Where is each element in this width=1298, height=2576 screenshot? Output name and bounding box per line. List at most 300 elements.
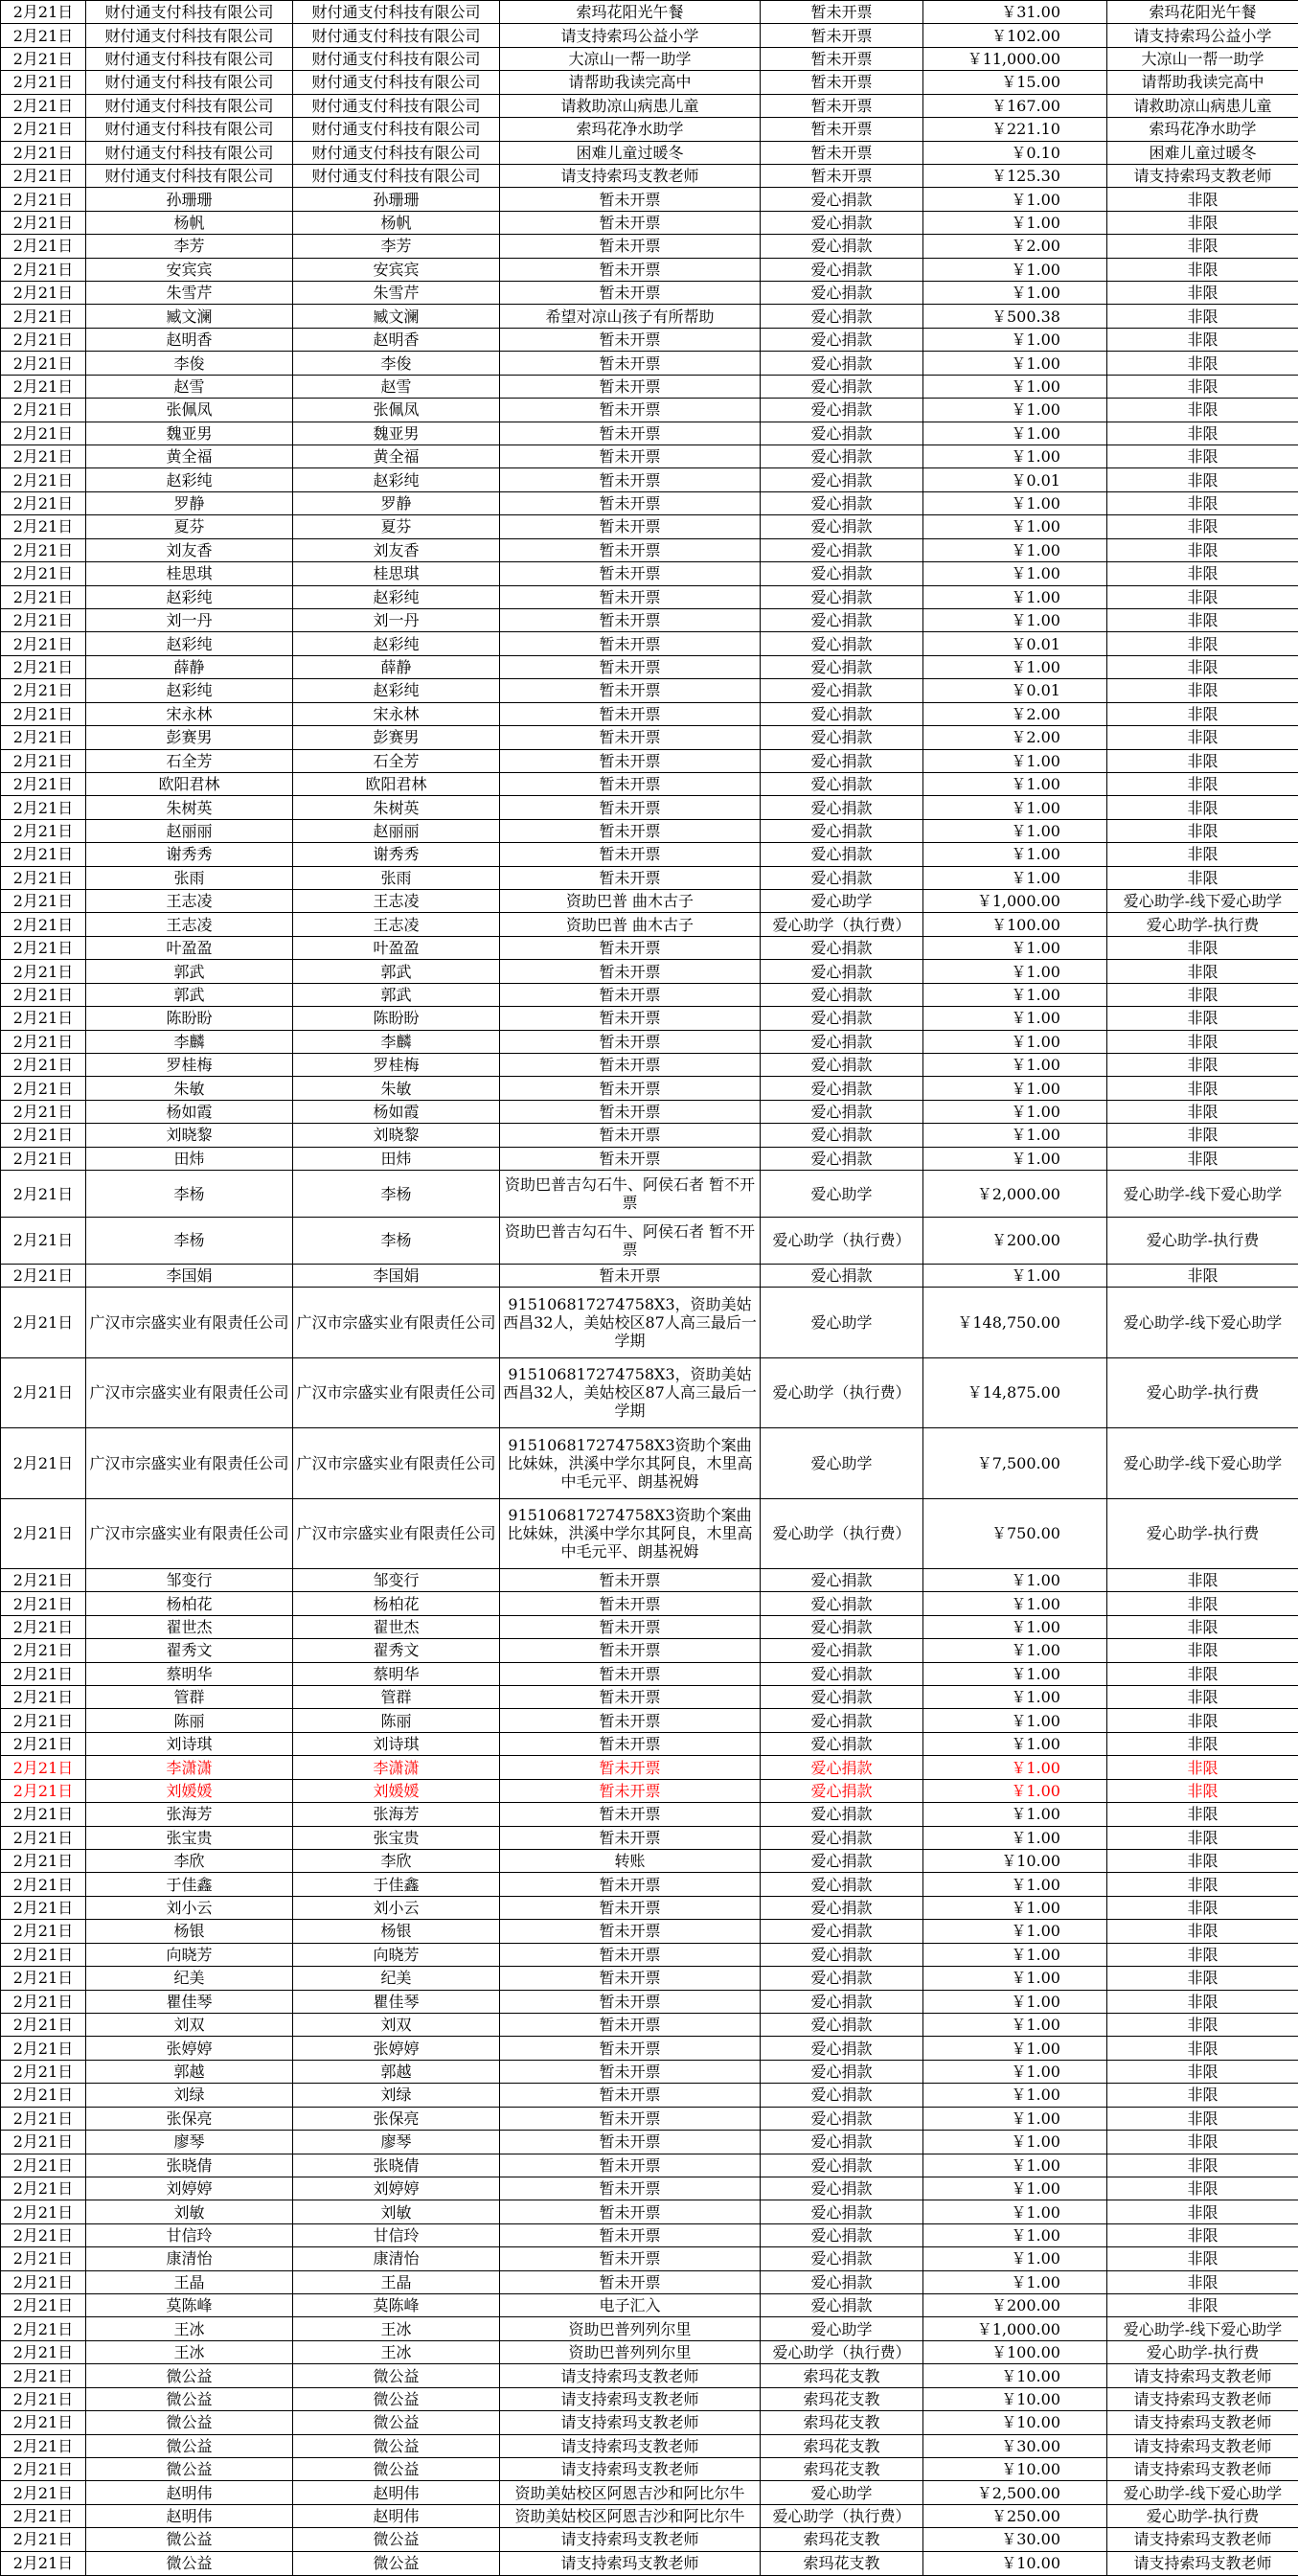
amount-cell: ￥1.00	[923, 843, 1107, 866]
note-cell: 暂未开票	[500, 983, 761, 1006]
note-cell: 暂未开票	[500, 2107, 761, 2130]
category-cell: 索玛花支教	[761, 2411, 923, 2434]
note-cell: 暂未开票	[500, 1077, 761, 1100]
payer-cell: 财付通支付科技有限公司	[293, 47, 500, 70]
note-cell: 暂未开票	[500, 1990, 761, 2013]
note-cell: 资助巴普列列尔里	[500, 2317, 761, 2340]
category-cell: 爱心捐款	[761, 562, 923, 585]
donor-cell: 于佳鑫	[86, 1873, 293, 1896]
payer-cell: 石全芳	[293, 749, 500, 772]
purpose-cell: 请支持索玛支教老师	[1107, 2411, 1298, 2434]
payer-cell: 微公益	[293, 2434, 500, 2457]
payer-cell: 刘敏	[293, 2200, 500, 2223]
category-cell: 爱心捐款	[761, 1779, 923, 1802]
donor-cell: 王志凌	[86, 913, 293, 936]
date-cell: 2月21日	[1, 749, 86, 772]
note-cell: 暂未开票	[500, 1615, 761, 1638]
payer-cell: 刘晓黎	[293, 1124, 500, 1147]
donor-cell: 李麟	[86, 1030, 293, 1053]
amount-cell: ￥1.00	[923, 960, 1107, 983]
donor-cell: 向晓芳	[86, 1943, 293, 1966]
purpose-cell: 非限	[1107, 843, 1298, 866]
purpose-cell: 非限	[1107, 328, 1298, 351]
donor-cell: 赵明香	[86, 328, 293, 351]
donor-cell: 张晓倩	[86, 2154, 293, 2177]
date-cell: 2月21日	[1, 2504, 86, 2527]
note-cell: 暂未开票	[500, 2223, 761, 2246]
amount-cell: ￥1.00	[923, 328, 1107, 351]
date-cell: 2月21日	[1, 1662, 86, 1685]
date-cell: 2月21日	[1, 913, 86, 936]
payer-cell: 李杨	[293, 1217, 500, 1264]
category-cell: 爱心捐款	[761, 1615, 923, 1638]
table-row	[1, 1779, 1298, 1802]
date-cell: 2月21日	[1, 960, 86, 983]
note-cell: 请支持索玛支教老师	[500, 2457, 761, 2480]
date-cell: 2月21日	[1, 866, 86, 889]
payer-cell: 陈丽	[293, 1709, 500, 1732]
note-cell: 暂未开票	[500, 772, 761, 795]
donor-cell: 刘一丹	[86, 608, 293, 631]
payer-cell: 广汉市宗盛实业有限责任公司	[293, 1428, 500, 1498]
date-cell: 2月21日	[1, 1568, 86, 1591]
category-cell: 爱心助学（执行费）	[761, 1217, 923, 1264]
payer-cell: 朱雪芹	[293, 282, 500, 305]
date-cell: 2月21日	[1, 983, 86, 1006]
payer-cell: 邹变行	[293, 1568, 500, 1591]
note-cell: 暂未开票	[500, 562, 761, 585]
amount-cell: ￥1.00	[923, 515, 1107, 538]
donor-cell: 杨如霞	[86, 1100, 293, 1123]
amount-cell: ￥1.00	[923, 2131, 1107, 2154]
purpose-cell: 请支持索玛公益小学	[1107, 24, 1298, 47]
donor-cell: 魏亚男	[86, 422, 293, 445]
purpose-cell: 非限	[1107, 1990, 1298, 2013]
donor-cell: 刘友香	[86, 538, 293, 561]
note-cell: 暂未开票	[500, 843, 761, 866]
table-row	[1, 2084, 1298, 2107]
date-cell: 2月21日	[1, 352, 86, 375]
category-cell: 爱心捐款	[761, 1990, 923, 2013]
date-cell: 2月21日	[1, 1124, 86, 1147]
table-row	[1, 1709, 1298, 1732]
category-cell: 爱心助学	[761, 2481, 923, 2504]
donor-cell: 微公益	[86, 2528, 293, 2551]
donor-cell: 刘婷婷	[86, 2177, 293, 2200]
date-cell: 2月21日	[1, 1967, 86, 1990]
table-row	[1, 352, 1298, 375]
category-cell: 索玛花支教	[761, 2387, 923, 2410]
purpose-cell: 非限	[1107, 1967, 1298, 1990]
category-cell: 爱心捐款	[761, 936, 923, 959]
category-cell: 索玛花支教	[761, 2457, 923, 2480]
purpose-cell: 非限	[1107, 1568, 1298, 1591]
amount-cell: ￥100.00	[923, 913, 1107, 936]
category-cell: 爱心捐款	[761, 772, 923, 795]
note-cell: 暂未开票	[500, 1920, 761, 1943]
category-cell: 暂未开票	[761, 141, 923, 164]
note-cell: 暂未开票	[500, 1967, 761, 1990]
donor-cell: 王志凌	[86, 890, 293, 913]
note-cell: 暂未开票	[500, 1803, 761, 1826]
donor-cell: 朱树英	[86, 796, 293, 819]
donor-cell: 财付通支付科技有限公司	[86, 47, 293, 70]
amount-cell: ￥1.00	[923, 1896, 1107, 1919]
purpose-cell: 非限	[1107, 702, 1298, 725]
purpose-cell: 非限	[1107, 726, 1298, 749]
payer-cell: 赵丽丽	[293, 819, 500, 842]
date-cell: 2月21日	[1, 2013, 86, 2036]
purpose-cell: 非限	[1107, 1007, 1298, 1030]
note-cell: 暂未开票	[500, 258, 761, 281]
date-cell: 2月21日	[1, 1779, 86, 1802]
note-cell: 暂未开票	[500, 2060, 761, 2083]
date-cell: 2月21日	[1, 188, 86, 211]
purpose-cell: 非限	[1107, 2200, 1298, 2223]
note-cell: 请支持索玛支教老师	[500, 2411, 761, 2434]
donor-cell: 夏芬	[86, 515, 293, 538]
payer-cell: 赵明香	[293, 328, 500, 351]
table-row	[1, 1639, 1298, 1662]
purpose-cell: 非限	[1107, 1053, 1298, 1076]
category-cell: 爱心捐款	[761, 1967, 923, 1990]
purpose-cell: 非限	[1107, 2107, 1298, 2130]
note-cell: 请支持索玛支教老师	[500, 2364, 761, 2387]
date-cell: 2月21日	[1, 1, 86, 24]
amount-cell: ￥1.00	[923, 1803, 1107, 1826]
table-row	[1, 2270, 1298, 2293]
payer-cell: 李麟	[293, 1030, 500, 1053]
donor-cell: 杨柏花	[86, 1592, 293, 1615]
donor-cell: 张雨	[86, 866, 293, 889]
date-cell: 2月21日	[1, 1756, 86, 1779]
category-cell: 爱心捐款	[761, 843, 923, 866]
donor-cell: 李杨	[86, 1171, 293, 1218]
payer-cell: 安宾宾	[293, 258, 500, 281]
amount-cell: ￥167.00	[923, 94, 1107, 117]
date-cell: 2月21日	[1, 1896, 86, 1919]
payer-cell: 广汉市宗盛实业有限责任公司	[293, 1357, 500, 1427]
donor-cell: 财付通支付科技有限公司	[86, 164, 293, 187]
date-cell: 2月21日	[1, 2364, 86, 2387]
date-cell: 2月21日	[1, 282, 86, 305]
date-cell: 2月21日	[1, 1686, 86, 1709]
note-cell: 请帮助我读完高中	[500, 71, 761, 94]
table-row	[1, 2364, 1298, 2387]
purpose-cell: 非限	[1107, 1100, 1298, 1123]
note-cell: 请支持索玛支教老师	[500, 2528, 761, 2551]
payer-cell: 罗桂梅	[293, 1053, 500, 1076]
purpose-cell: 非限	[1107, 445, 1298, 468]
category-cell: 爱心捐款	[761, 2247, 923, 2270]
date-cell: 2月21日	[1, 399, 86, 422]
table-row	[1, 913, 1298, 936]
date-cell: 2月21日	[1, 585, 86, 608]
date-cell: 2月21日	[1, 2528, 86, 2551]
purpose-cell: 非限	[1107, 1896, 1298, 1919]
payer-cell: 彭赛男	[293, 726, 500, 749]
payer-cell: 财付通支付科技有限公司	[293, 118, 500, 141]
donor-cell: 财付通支付科技有限公司	[86, 71, 293, 94]
payer-cell: 纪美	[293, 1967, 500, 1990]
note-cell: 暂未开票	[500, 1732, 761, 1755]
note-cell: 暂未开票	[500, 936, 761, 959]
donor-cell: 李芳	[86, 235, 293, 258]
payer-cell: 欧阳君林	[293, 772, 500, 795]
amount-cell: ￥1,000.00	[923, 890, 1107, 913]
payer-cell: 杨银	[293, 1920, 500, 1943]
table-row	[1, 2387, 1298, 2410]
table-row	[1, 141, 1298, 164]
note-cell: 资助巴普吉勾石牛、阿侯石者 暂不开票	[500, 1217, 761, 1264]
amount-cell: ￥2,500.00	[923, 2481, 1107, 2504]
amount-cell: ￥1.00	[923, 1124, 1107, 1147]
date-cell: 2月21日	[1, 1990, 86, 2013]
donor-cell: 微公益	[86, 2457, 293, 2480]
note-cell: 资助美姑校区阿恩吉沙和阿比尔牛	[500, 2504, 761, 2527]
category-cell: 爱心捐款	[761, 983, 923, 1006]
category-cell: 爱心捐款	[761, 1732, 923, 1755]
amount-cell: ￥1.00	[923, 2107, 1107, 2130]
purpose-cell: 非限	[1107, 515, 1298, 538]
donor-cell: 李俊	[86, 352, 293, 375]
purpose-cell: 爱心助学-线下爱心助学	[1107, 2317, 1298, 2340]
purpose-cell: 非限	[1107, 1732, 1298, 1755]
date-cell: 2月21日	[1, 1171, 86, 1218]
payer-cell: 赵彩纯	[293, 679, 500, 702]
payer-cell: 微公益	[293, 2364, 500, 2387]
date-cell: 2月21日	[1, 1217, 86, 1264]
donor-cell: 财付通支付科技有限公司	[86, 141, 293, 164]
donor-cell: 甘信玲	[86, 2223, 293, 2246]
purpose-cell: 非限	[1107, 1639, 1298, 1662]
purpose-cell: 非限	[1107, 1779, 1298, 1802]
note-cell: 请支持索玛支教老师	[500, 164, 761, 187]
category-cell: 爱心助学	[761, 1288, 923, 1357]
donor-cell: 康清怡	[86, 2247, 293, 2270]
amount-cell: ￥10.00	[923, 1850, 1107, 1873]
table-row	[1, 328, 1298, 351]
category-cell: 爱心捐款	[761, 445, 923, 468]
table-row	[1, 94, 1298, 117]
purpose-cell: 爱心助学-线下爱心助学	[1107, 890, 1298, 913]
category-cell: 爱心捐款	[761, 1662, 923, 1685]
note-cell: 暂未开票	[500, 1873, 761, 1896]
donor-cell: 财付通支付科技有限公司	[86, 118, 293, 141]
donor-cell: 叶盈盈	[86, 936, 293, 959]
note-cell: 请支持索玛支教老师	[500, 2551, 761, 2575]
donor-cell: 罗桂梅	[86, 1053, 293, 1076]
category-cell: 爱心捐款	[761, 1803, 923, 1826]
payer-cell: 翟秀文	[293, 1639, 500, 1662]
amount-cell: ￥31.00	[923, 1, 1107, 24]
date-cell: 2月21日	[1, 936, 86, 959]
payer-cell: 宋永林	[293, 702, 500, 725]
category-cell: 爱心捐款	[761, 1077, 923, 1100]
amount-cell: ￥2.00	[923, 702, 1107, 725]
amount-cell: ￥30.00	[923, 2434, 1107, 2457]
donor-cell: 王冰	[86, 2340, 293, 2363]
donor-cell: 赵雪	[86, 375, 293, 398]
category-cell: 爱心捐款	[761, 819, 923, 842]
amount-cell: ￥1.00	[923, 445, 1107, 468]
purpose-cell: 非限	[1107, 2294, 1298, 2317]
purpose-cell: 爱心助学-执行费	[1107, 2504, 1298, 2527]
amount-cell: ￥1.00	[923, 655, 1107, 678]
payer-cell: 孙珊珊	[293, 188, 500, 211]
date-cell: 2月21日	[1, 1077, 86, 1100]
amount-cell: ￥1.00	[923, 211, 1107, 234]
category-cell: 爱心捐款	[761, 2270, 923, 2293]
purpose-cell: 爱心助学-执行费	[1107, 2340, 1298, 2363]
note-cell: 资助巴普 曲木古子	[500, 913, 761, 936]
date-cell: 2月21日	[1, 1709, 86, 1732]
category-cell: 爱心捐款	[761, 1943, 923, 1966]
table-row	[1, 1124, 1298, 1147]
donor-cell: 微公益	[86, 2387, 293, 2410]
payer-cell: 王志凌	[293, 890, 500, 913]
donor-cell: 广汉市宗盛实业有限责任公司	[86, 1288, 293, 1357]
table-row	[1, 1147, 1298, 1170]
note-cell: 暂未开票	[500, 2270, 761, 2293]
table-row	[1, 2131, 1298, 2154]
category-cell: 爱心捐款	[761, 328, 923, 351]
purpose-cell: 爱心助学-执行费	[1107, 1357, 1298, 1427]
payer-cell: 郭武	[293, 960, 500, 983]
payer-cell: 李欣	[293, 1850, 500, 1873]
category-cell: 爱心捐款	[761, 679, 923, 702]
payer-cell: 赵彩纯	[293, 468, 500, 491]
payer-cell: 向晓芳	[293, 1943, 500, 1966]
donor-cell: 罗静	[86, 491, 293, 514]
date-cell: 2月21日	[1, 468, 86, 491]
category-cell: 爱心捐款	[761, 211, 923, 234]
note-cell: 暂未开票	[500, 328, 761, 351]
date-cell: 2月21日	[1, 1732, 86, 1755]
purpose-cell: 请支持索玛支教老师	[1107, 2387, 1298, 2410]
payer-cell: 王冰	[293, 2317, 500, 2340]
table-row	[1, 2223, 1298, 2246]
date-cell: 2月21日	[1, 655, 86, 678]
note-cell: 暂未开票	[500, 422, 761, 445]
purpose-cell: 非限	[1107, 2223, 1298, 2246]
date-cell: 2月21日	[1, 2084, 86, 2107]
date-cell: 2月21日	[1, 2247, 86, 2270]
note-cell: 暂未开票	[500, 445, 761, 468]
donor-cell: 广汉市宗盛实业有限责任公司	[86, 1357, 293, 1427]
table-row	[1, 562, 1298, 585]
note-cell: 暂未开票	[500, 1124, 761, 1147]
note-cell: 暂未开票	[500, 608, 761, 631]
payer-cell: 微公益	[293, 2528, 500, 2551]
category-cell: 爱心捐款	[761, 1568, 923, 1591]
amount-cell: ￥10.00	[923, 2387, 1107, 2410]
amount-cell: ￥1.00	[923, 772, 1107, 795]
purpose-cell: 非限	[1107, 399, 1298, 422]
amount-cell: ￥1.00	[923, 538, 1107, 561]
amount-cell: ￥11,000.00	[923, 47, 1107, 70]
purpose-cell: 非限	[1107, 585, 1298, 608]
note-cell: 暂未开票	[500, 282, 761, 305]
date-cell: 2月21日	[1, 843, 86, 866]
note-cell: 暂未开票	[500, 2131, 761, 2154]
amount-cell: ￥200.00	[923, 2294, 1107, 2317]
category-cell: 爱心捐款	[761, 1053, 923, 1076]
table-row	[1, 1920, 1298, 1943]
table-row	[1, 305, 1298, 328]
payer-cell: 刘双	[293, 2013, 500, 2036]
date-cell: 2月21日	[1, 726, 86, 749]
purpose-cell: 非限	[1107, 983, 1298, 1006]
date-cell: 2月21日	[1, 2434, 86, 2457]
purpose-cell: 非限	[1107, 2037, 1298, 2060]
payer-cell: 桂思琪	[293, 562, 500, 585]
ledger-body	[1, 1, 1298, 2576]
note-cell: 暂未开票	[500, 375, 761, 398]
purpose-cell: 非限	[1107, 1803, 1298, 1826]
note-cell: 资助美姑校区阿恩吉沙和阿比尔牛	[500, 2481, 761, 2504]
date-cell: 2月21日	[1, 211, 86, 234]
note-cell: 暂未开票	[500, 679, 761, 702]
amount-cell: ￥1.00	[923, 819, 1107, 842]
amount-cell: ￥1.00	[923, 983, 1107, 1006]
category-cell: 爱心捐款	[761, 1920, 923, 1943]
category-cell: 爱心捐款	[761, 1686, 923, 1709]
amount-cell: ￥1.00	[923, 2177, 1107, 2200]
category-cell: 爱心捐款	[761, 1100, 923, 1123]
table-row	[1, 655, 1298, 678]
amount-cell: ￥1.00	[923, 2270, 1107, 2293]
table-row	[1, 1288, 1298, 1357]
purpose-cell: 非限	[1107, 655, 1298, 678]
donor-cell: 翟世杰	[86, 1615, 293, 1638]
category-cell: 爱心捐款	[761, 1709, 923, 1732]
purpose-cell: 非限	[1107, 749, 1298, 772]
amount-cell: ￥102.00	[923, 24, 1107, 47]
date-cell: 2月21日	[1, 1920, 86, 1943]
amount-cell: ￥0.01	[923, 679, 1107, 702]
table-row	[1, 1967, 1298, 1990]
date-cell: 2月21日	[1, 2387, 86, 2410]
category-cell: 爱心捐款	[761, 2131, 923, 2154]
payer-cell: 廖琴	[293, 2131, 500, 2154]
category-cell: 爱心捐款	[761, 2107, 923, 2130]
category-cell: 爱心捐款	[761, 305, 923, 328]
note-cell: 暂未开票	[500, 2084, 761, 2107]
amount-cell: ￥10.00	[923, 2457, 1107, 2480]
payer-cell: 罗静	[293, 491, 500, 514]
purpose-cell: 索玛花阳光午餐	[1107, 1, 1298, 24]
purpose-cell: 非限	[1107, 2013, 1298, 2036]
category-cell: 爱心助学（执行费）	[761, 2504, 923, 2527]
donor-cell: 谢秀秀	[86, 843, 293, 866]
donor-cell: 刘双	[86, 2013, 293, 2036]
table-row	[1, 1217, 1298, 1264]
table-row	[1, 983, 1298, 1006]
purpose-cell: 请支持索玛支教老师	[1107, 2551, 1298, 2575]
note-cell: 暂未开票	[500, 1147, 761, 1170]
category-cell: 爱心捐款	[761, 2294, 923, 2317]
note-cell: 暂未开票	[500, 2177, 761, 2200]
donor-cell: 孙珊珊	[86, 188, 293, 211]
amount-cell: ￥1.00	[923, 866, 1107, 889]
category-cell: 爱心助学	[761, 1428, 923, 1498]
date-cell: 2月21日	[1, 94, 86, 117]
payer-cell: 郭武	[293, 983, 500, 1006]
note-cell: 暂未开票	[500, 2200, 761, 2223]
purpose-cell: 非限	[1107, 679, 1298, 702]
table-row	[1, 866, 1298, 889]
